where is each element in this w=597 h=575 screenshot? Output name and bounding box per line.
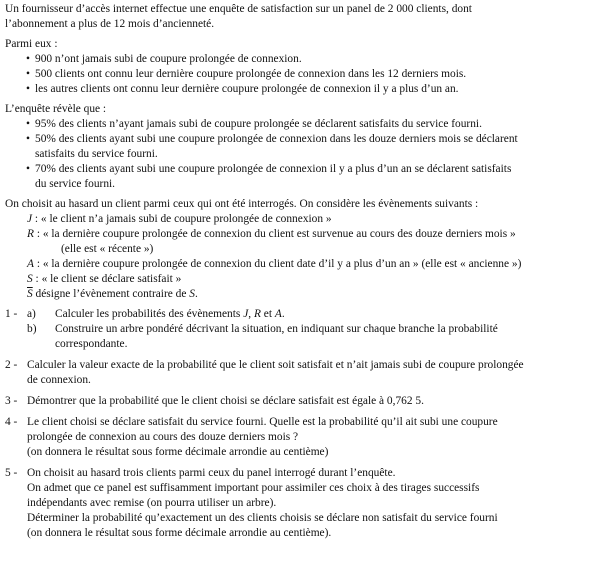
- separator: .: [281, 308, 285, 320]
- event-symbol: S: [189, 288, 195, 300]
- event-text: : « la dernière coupure prolongée de connexion du client date d’il y a plus d’un an » (elle est « ancienne »): [33, 258, 522, 270]
- sub-question-text: correspondante.: [55, 338, 128, 350]
- list-item: [5, 162, 594, 192]
- list-item-line: 95% des clients n’ayant jamais subi de coupure prolongée se déclarent satisfaits du service fourni.: [35, 118, 482, 130]
- sub-question-text: Construire un arbre pondéré décrivant la situation, en indiquant sur chaque branche la probabilité: [55, 323, 498, 335]
- question-text: Le client choisi se déclare satisfait du service fourni. Quelle est la probabilité qu’il ait subi une coupure: [27, 416, 498, 428]
- question-text: Calculer la valeur exacte de la probabilité que le client soit satisfait et n’ait jamais subi de coupure prolongée: [27, 359, 524, 371]
- event-symbol: R: [27, 228, 34, 240]
- sub-question-label: b): [27, 323, 37, 335]
- event-J: [5, 212, 594, 227]
- enquete-section: [5, 102, 594, 192]
- event-symbol: $\overline{S}$: [27, 288, 33, 300]
- question-5: [5, 466, 594, 541]
- events-section: [5, 197, 594, 302]
- question-2: [5, 358, 594, 388]
- question-number: 5 -: [5, 467, 18, 479]
- parmi-heading: Parmi eux :: [5, 38, 58, 50]
- event-text: désigne l’évènement contraire de: [32, 288, 190, 300]
- intro-line: Un fournisseur d’accès internet effectue une enquête de satisfaction sur un panel de 2 000 clients, dont: [5, 3, 472, 15]
- event-symbol: A: [274, 308, 282, 320]
- event-symbol: J: [243, 308, 249, 320]
- intro-paragraph: [5, 2, 594, 32]
- sub-question-label: a): [27, 308, 36, 320]
- list-item: [5, 117, 594, 132]
- separator: ,: [248, 308, 254, 320]
- question-number: 1 -: [5, 308, 18, 320]
- list-item: • 900 n’ont jamais subi de coupure prolongée de connexion.: [5, 52, 594, 67]
- question-text: Démontrer que la probabilité que le client choisi se déclare satisfait est égale à 0,762 5.: [27, 395, 424, 407]
- question-1b: [27, 322, 594, 352]
- separator: et: [260, 308, 275, 320]
- enquete-heading: L’enquête révèle que :: [5, 103, 107, 115]
- event-R: [5, 227, 594, 242]
- question-number: 2 -: [5, 359, 18, 371]
- list-item-line: du service fourni.: [35, 178, 116, 190]
- list-item: • les autres clients ont connu leur dernière coupure prolongée de connexion il y a plus d’un an.: [5, 82, 594, 97]
- question-text: (on donnera le résultat sous forme décimale arrondie au centième).: [27, 527, 332, 539]
- sub-question-text: Calculer les probabilités des évènements: [55, 308, 244, 320]
- question-text: On choisit au hasard trois clients parmi ceux du panel interrogé durant l’enquête.: [27, 467, 396, 479]
- event-S-bar: [5, 287, 594, 302]
- list-item: [5, 132, 594, 162]
- parmi-list: [5, 52, 594, 97]
- events-intro: On choisit au hasard un client parmi ceux qui ont été interrogés. On considère les évènements suivants :: [5, 198, 479, 210]
- question-text: (on donnera le résultat sous forme décimale arrondie au centième): [27, 446, 329, 458]
- event-text: : « le client se déclare satisfait »: [32, 273, 182, 285]
- question-4: [5, 415, 594, 460]
- question-1a: [27, 307, 594, 322]
- event-text: .: [194, 288, 198, 300]
- question-text: de connexion.: [27, 374, 91, 386]
- parmi-section: [5, 37, 594, 97]
- event-S: [5, 272, 594, 287]
- event-A: [5, 257, 594, 272]
- event-symbol: J: [27, 213, 33, 225]
- question-text: indépendants avec remise (on pourra utiliser un arbre).: [27, 497, 277, 509]
- question-number: 3 -: [5, 395, 18, 407]
- enquete-list: [5, 117, 594, 192]
- event-text: : « la dernière coupure prolongée de connexion du client est survenue au cours des douze derniers mois »: [33, 228, 516, 240]
- event-symbol: R: [253, 308, 261, 320]
- question-number: 4 -: [5, 416, 18, 428]
- question-text: prolongée de connexion au cours des douze derniers mois ?: [27, 431, 299, 443]
- question-1: [5, 307, 594, 352]
- event-R-continuation: (elle est « récente »): [61, 243, 154, 255]
- question-3: [5, 394, 594, 409]
- list-item: • 500 clients ont connu leur dernière coupure prolongée de connexion dans les 12 derniers mois.: [5, 67, 594, 82]
- list-item-line: satisfaits du service fourni.: [35, 148, 158, 160]
- event-symbol: A: [27, 258, 34, 270]
- list-item-line: 70% des clients ayant subi une coupure prolongée de connexion il y a plus d’un an se déclarent satisfaits: [35, 163, 512, 175]
- event-text: : « le client n’a jamais subi de coupure prolongée de connexion »: [32, 213, 332, 225]
- question-text: On admet que ce panel est suffisamment important pour assimiler ces choix à des tirages successifs: [27, 482, 480, 494]
- list-item-line: 50% des clients ayant subi une coupure prolongée de connexion dans les douze derniers mois se déclarent: [35, 133, 518, 145]
- intro-line: l’abonnement a plus de 12 mois d’ancienneté.: [5, 18, 215, 30]
- event-symbol: S: [27, 273, 33, 285]
- question-text: Déterminer la probabilité qu’exactement un des clients choisis se déclare non satisfait du service fourni: [27, 512, 498, 524]
